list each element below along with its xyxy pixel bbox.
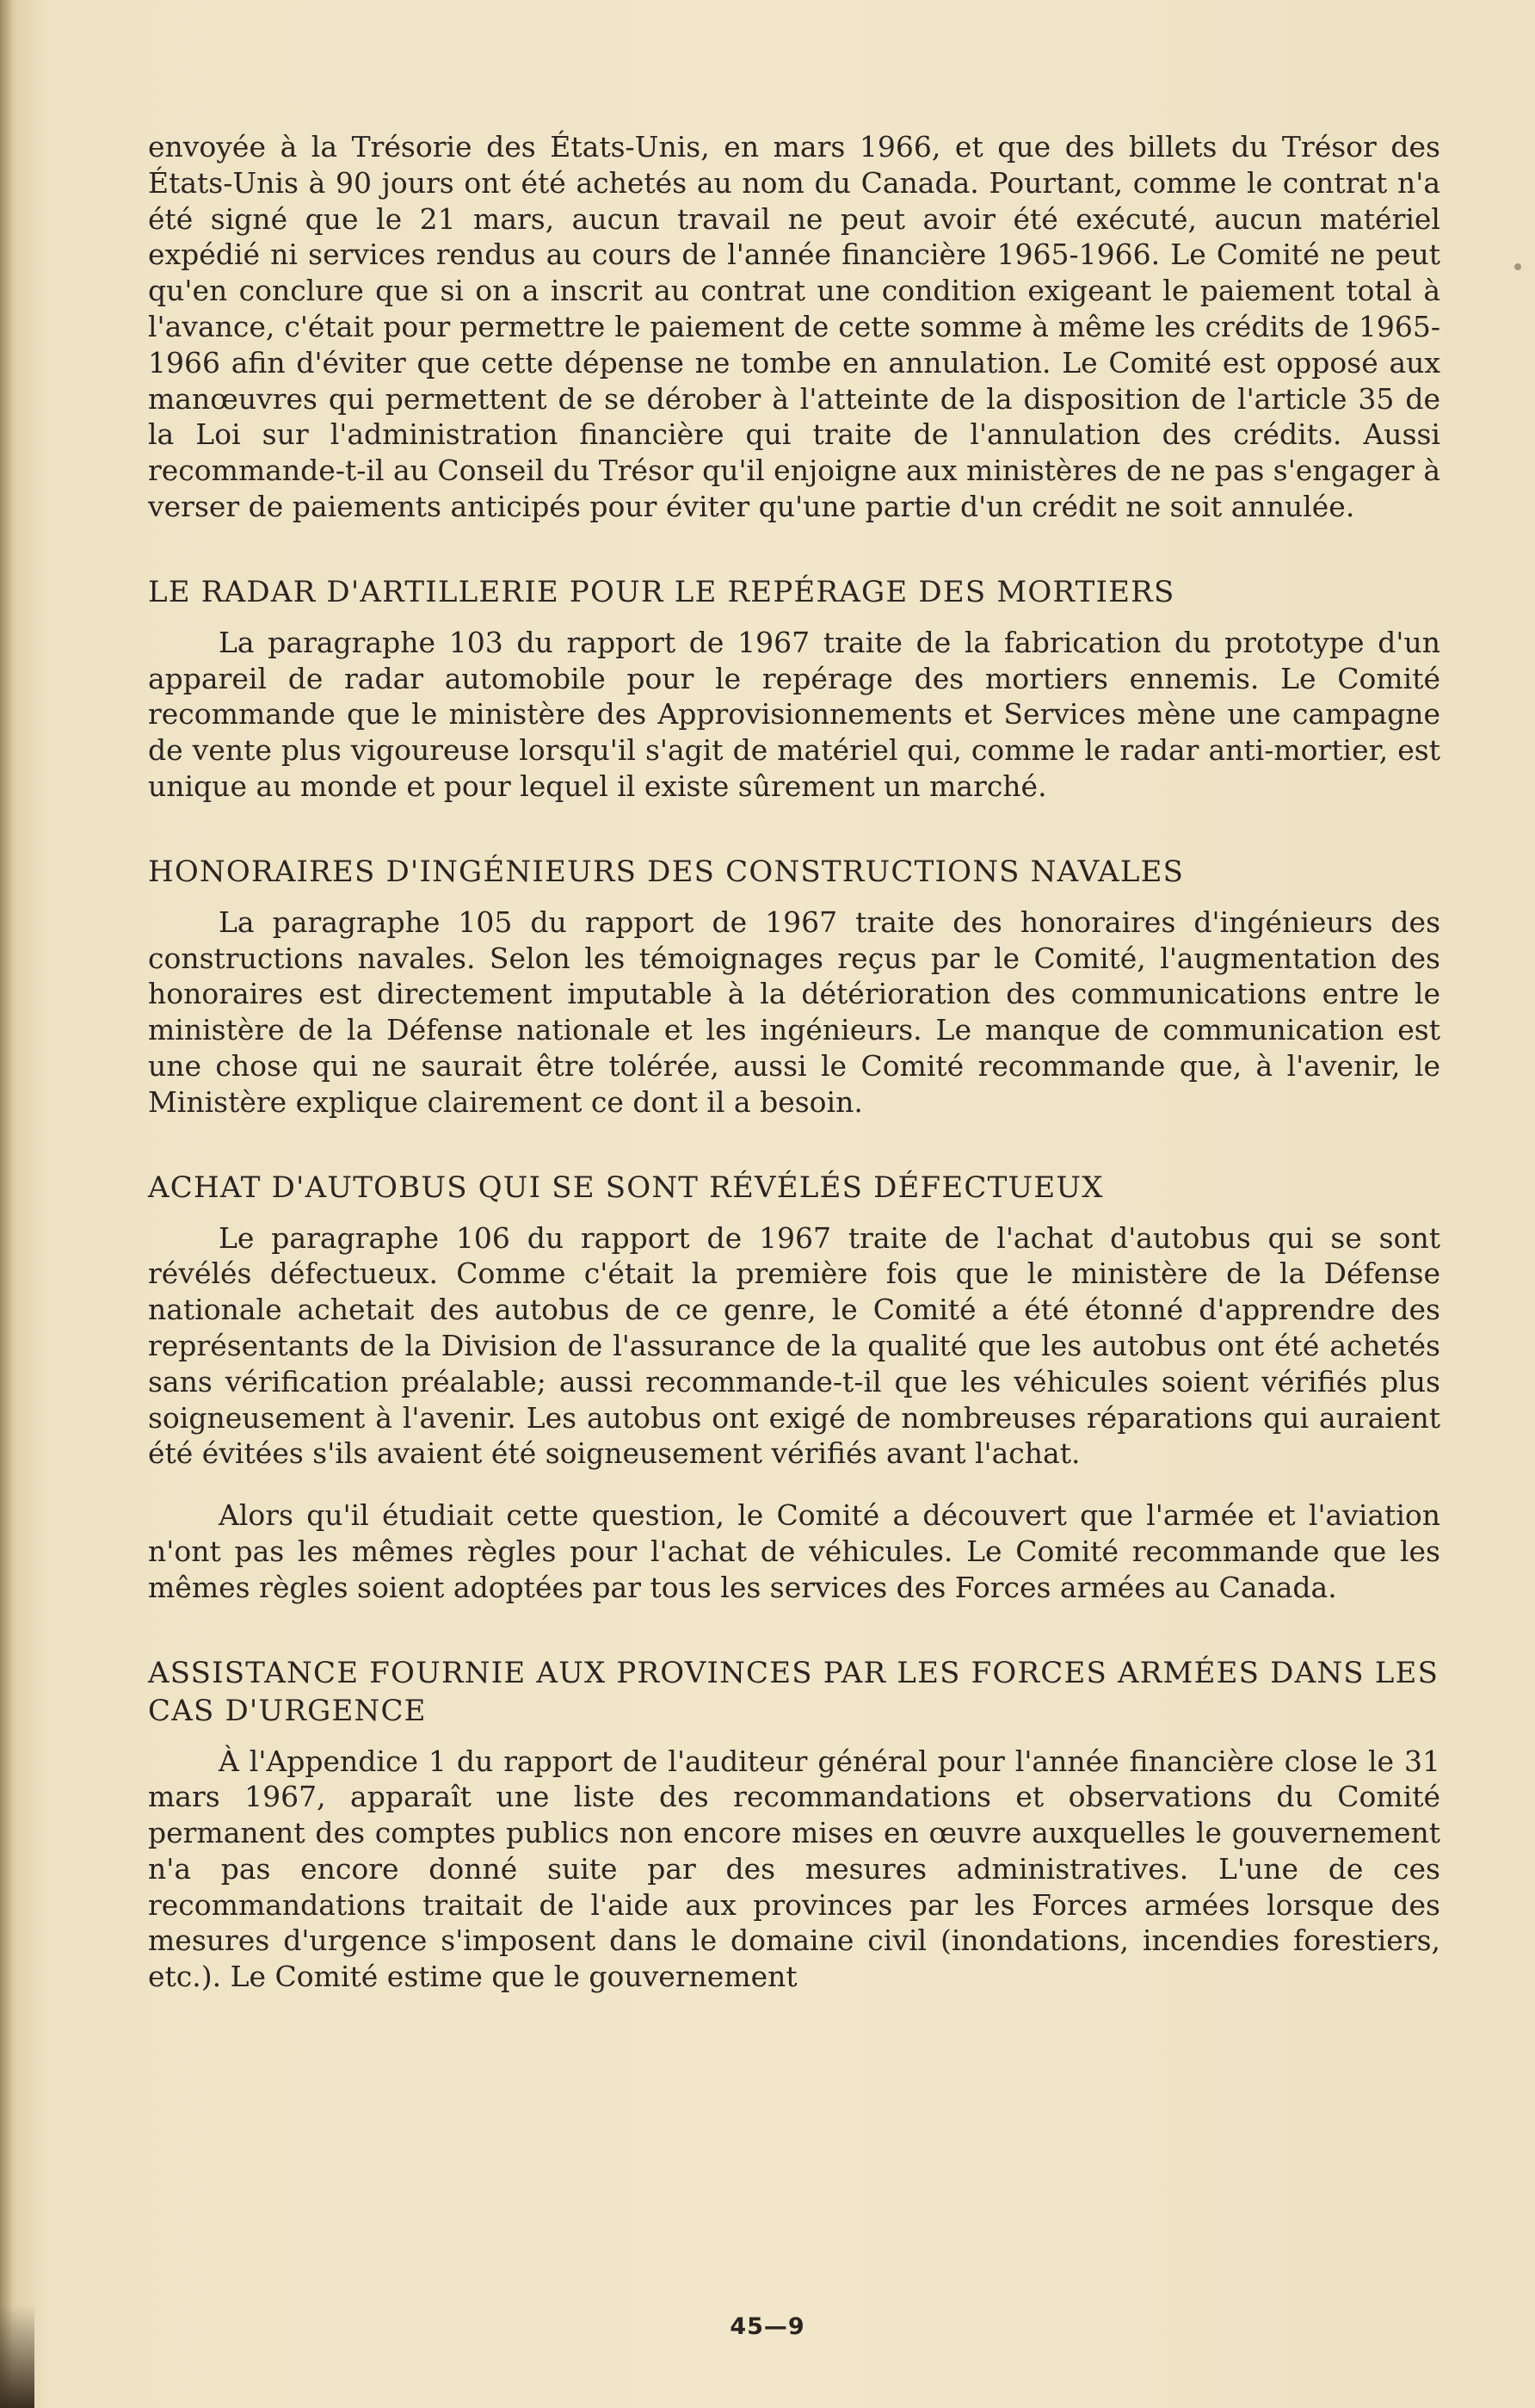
heading-autobus: ACHAT D'AUTOBUS QUI SE SONT RÉVÉLÉS DÉFECTUEUX	[148, 1170, 1104, 1205]
honoraires-paragraph: La paragraphe 105 du rapport de 1967 traite des honoraires d'ingénieurs des constructions navales. Selon les témoignages reçus par le Comité, l'augmentation des honoraires est directement imputable à la détérioration des communications entre le ministère de la Défense nationale et les ingénieurs. Le manque de communication est une chose qui ne saurait être tolérée, aussi le Comité recommande que, à l'avenir, le Ministère explique clairement ce dont il a besoin.	[148, 905, 1440, 1119]
heading-radar: LE RADAR D'ARTILLERIE POUR LE REPÉRAGE DES MORTIERS	[148, 574, 1175, 609]
heading-assistance: ASSISTANCE FOURNIE AUX PROVINCES PAR LES FORCES ARMÉES DANS LES CAS D'URGENCE	[148, 1655, 1439, 1728]
intro-paragraph: envoyée à la Trésorie des États-Unis, en mars 1966, et que des billets du Trésor des États-Unis à 90 jours ont été achetés au nom du Canada. Pourtant, comme le contrat n'a été signé que le 21 mars, aucun travail ne peut avoir été exécuté, aucun matériel expédié ni services rendus au cours de l'année financière 1965-1966. Le Comité ne peut qu'en conclure que si on a inscrit au contrat une condition exigeant le paiement total à l'avance, c'était pour permettre le paiement de cette somme à même les crédits de 1965-1966 afin d'éviter que cette dépense ne tombe en annulation. Le Comité est opposé aux manœuvres qui permettent de se dérober à l'atteinte de la disposition de l'article 35 de la Loi sur l'administration financière qui traite de l'annulation des crédits. Aussi recommande-t-il au Conseil du Trésor qu'il enjoigne aux ministères de ne pas s'engager à verser de paiements anticipés pour éviter qu'une partie d'un crédit ne soit annulée.	[148, 130, 1440, 523]
autobus-paragraph-2: Alors qu'il étudiait cette question, le Comité a découvert que l'armée et l'aviation n'ont pas les mêmes règles pour l'achat de véhicules. Le Comité recommande que les mêmes règles soient adoptées par tous les services des Forces armées au Canada.	[148, 1498, 1440, 1604]
document-body	[148, 129, 1440, 1995]
margin-mark	[1514, 263, 1521, 270]
assistance-paragraph: À l'Appendice 1 du rapport de l'auditeur général pour l'année financière close le 31 mars 1967, apparaît une liste des recommandations et observations du Comité permanent des comptes publics non encore mises en œuvre auxquelles le gouvernement n'a pas encore donné suite par des mesures administratives. L'une de ces recommandations traitait de l'aide aux provinces par les Forces armées lorsque des mesures d'urgence s'imposent dans le domaine civil (inondations, incendies forestiers, etc.). Le Comité estime que le gouvernement	[148, 1744, 1440, 1994]
autobus-paragraph-1: Le paragraphe 106 du rapport de 1967 traite de l'achat d'autobus qui se sont révélés défectueux. Comme c'était la première fois que le ministère de la Défense nationale achetait des autobus de ce genre, le Comité a été étonné d'apprendre des représentants de la Division de l'assurance de la qualité que les autobus ont été achetés sans vérification préalable; aussi recommande-t-il que les véhicules soient vérifiés plus soigneusement à l'avenir. Les autobus ont exigé de nombreuses réparations qui auraient été évitées s'ils avaient été soigneusement vérifiés avant l'achat.	[148, 1220, 1440, 1471]
heading-honoraires: HONORAIRES D'INGÉNIEURS DES CONSTRUCTIONS NAVALES	[148, 854, 1185, 889]
radar-paragraph: La paragraphe 103 du rapport de 1967 traite de la fabrication du prototype d'un appareil de radar automobile pour le repérage des mortiers ennemis. Le Comité recommande que le ministère des Approvisionnements et Services mène une campagne de vente plus vigoureuse lorsqu'il s'agit de matériel qui, comme le radar anti-mortier, est unique au monde et pour lequel il existe sûrement un marché.	[148, 625, 1440, 803]
page-number: 45—9	[730, 2313, 805, 2340]
book-spine-edge	[0, 0, 12, 2408]
